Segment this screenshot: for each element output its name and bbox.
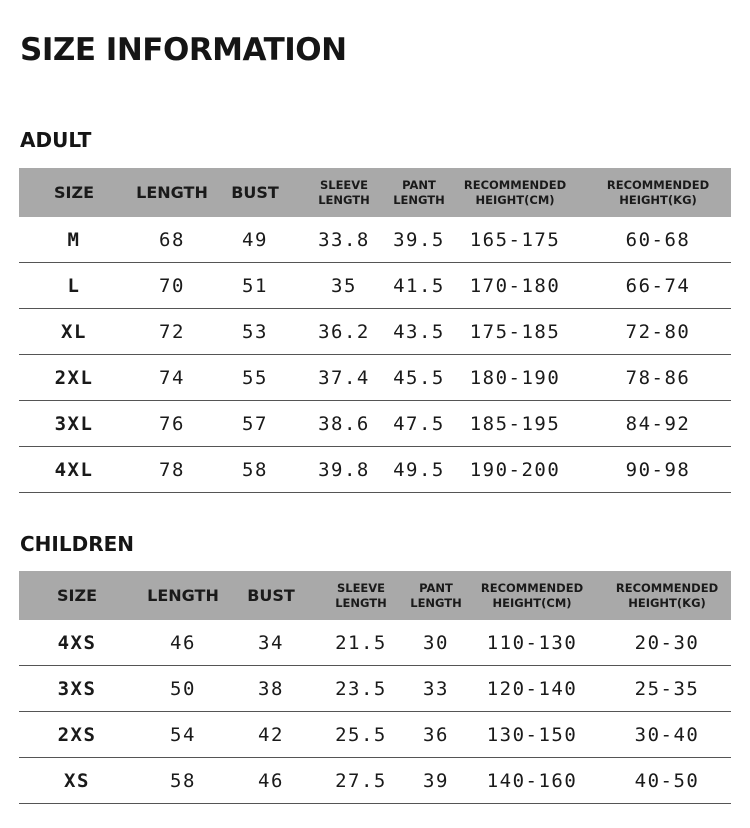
height-cm-cell: 180-190: [469, 366, 561, 389]
header-recommended-height-kg: RECOMMENDED HEIGHT(KG): [615, 580, 719, 610]
pant-length-cell: 30: [423, 631, 449, 654]
size-cell: 2XS: [57, 723, 97, 746]
length-cell: 72: [159, 320, 185, 343]
table-row: [19, 401, 731, 447]
weight-kg-cell: 40-50: [634, 769, 700, 792]
sleeve-length-cell: 33.8: [318, 228, 370, 251]
header-bust: BUST: [231, 183, 279, 202]
header-recommended-height-cm: RECOMMENDED HEIGHT(CM): [480, 580, 584, 610]
length-cell: 58: [170, 769, 196, 792]
pant-length-cell: 49.5: [393, 458, 445, 481]
bust-cell: 57: [242, 412, 268, 435]
weight-kg-cell: 25-35: [634, 677, 700, 700]
sleeve-length-cell: 36.2: [318, 320, 370, 343]
bust-cell: 46: [258, 769, 284, 792]
height-cm-cell: 175-185: [469, 320, 561, 343]
height-cm-cell: 165-175: [469, 228, 561, 251]
length-cell: 54: [170, 723, 196, 746]
weight-kg-cell: 72-80: [625, 320, 691, 343]
bust-cell: 51: [242, 274, 268, 297]
sleeve-length-cell: 39.8: [318, 458, 370, 481]
adult-size-table: [19, 168, 731, 493]
height-cm-cell: 140-160: [486, 769, 578, 792]
weight-kg-cell: 66-74: [625, 274, 691, 297]
header-bust: BUST: [247, 586, 295, 605]
height-cm-cell: 110-130: [486, 631, 578, 654]
bust-cell: 53: [242, 320, 268, 343]
weight-kg-cell: 20-30: [634, 631, 700, 654]
bust-cell: 49: [242, 228, 268, 251]
size-cell: XS: [64, 769, 90, 792]
weight-kg-cell: 78-86: [625, 366, 691, 389]
bust-cell: 34: [258, 631, 284, 654]
adult-table-header: [19, 168, 731, 217]
adult-section-title: ADULT: [20, 128, 92, 152]
header-pant-length: PANT LENGTH: [393, 177, 445, 207]
length-cell: 76: [159, 412, 185, 435]
size-cell: 4XL: [54, 458, 94, 481]
table-row: [19, 309, 731, 355]
sleeve-length-cell: 37.4: [318, 366, 370, 389]
size-cell: L: [67, 274, 81, 297]
sleeve-length-cell: 23.5: [335, 677, 387, 700]
table-row: [19, 217, 731, 263]
table-row: [19, 447, 731, 493]
sleeve-length-cell: 35: [331, 274, 357, 297]
header-sleeve-length: SLEEVE LENGTH: [318, 177, 370, 207]
height-cm-cell: 130-150: [486, 723, 578, 746]
height-cm-cell: 120-140: [486, 677, 578, 700]
children-section-title: CHILDREN: [20, 532, 135, 556]
weight-kg-cell: 60-68: [625, 228, 691, 251]
bust-cell: 55: [242, 366, 268, 389]
header-pant-length: PANT LENGTH: [410, 580, 462, 610]
weight-kg-cell: 30-40: [634, 723, 700, 746]
header-recommended-height-kg: RECOMMENDED HEIGHT(KG): [606, 177, 710, 207]
height-cm-cell: 190-200: [469, 458, 561, 481]
length-cell: 46: [170, 631, 196, 654]
page-title: SIZE INFORMATION: [20, 32, 347, 68]
children-size-table: [19, 571, 731, 804]
pant-length-cell: 45.5: [393, 366, 445, 389]
children-table-header: [19, 571, 731, 620]
size-cell: M: [67, 228, 81, 251]
header-length: LENGTH: [147, 586, 219, 605]
size-cell: 3XL: [54, 412, 94, 435]
bust-cell: 38: [258, 677, 284, 700]
adult-table-body: [19, 217, 731, 493]
height-cm-cell: 170-180: [469, 274, 561, 297]
pant-length-cell: 47.5: [393, 412, 445, 435]
pant-length-cell: 39: [423, 769, 449, 792]
sleeve-length-cell: 27.5: [335, 769, 387, 792]
table-row: [19, 712, 731, 758]
table-row: [19, 620, 731, 666]
size-cell: 3XS: [57, 677, 97, 700]
size-cell: 2XL: [54, 366, 94, 389]
weight-kg-cell: 84-92: [625, 412, 691, 435]
length-cell: 70: [159, 274, 185, 297]
height-cm-cell: 185-195: [469, 412, 561, 435]
length-cell: 50: [170, 677, 196, 700]
pant-length-cell: 43.5: [393, 320, 445, 343]
size-cell: 4XS: [57, 631, 97, 654]
sleeve-length-cell: 21.5: [335, 631, 387, 654]
pant-length-cell: 41.5: [393, 274, 445, 297]
sleeve-length-cell: 38.6: [318, 412, 370, 435]
bust-cell: 42: [258, 723, 284, 746]
header-recommended-height-cm: RECOMMENDED HEIGHT(CM): [463, 177, 567, 207]
sleeve-length-cell: 25.5: [335, 723, 387, 746]
table-row: [19, 758, 731, 804]
pant-length-cell: 33: [423, 677, 449, 700]
header-length: LENGTH: [136, 183, 208, 202]
header-size: SIZE: [56, 586, 97, 605]
length-cell: 78: [159, 458, 185, 481]
bust-cell: 58: [242, 458, 268, 481]
table-row: [19, 666, 731, 712]
size-cell: XL: [61, 320, 87, 343]
pant-length-cell: 36: [423, 723, 449, 746]
header-size: SIZE: [53, 183, 94, 202]
weight-kg-cell: 90-98: [625, 458, 691, 481]
table-row: [19, 355, 731, 401]
length-cell: 68: [159, 228, 185, 251]
header-sleeve-length: SLEEVE LENGTH: [335, 580, 387, 610]
table-row: [19, 263, 731, 309]
pant-length-cell: 39.5: [393, 228, 445, 251]
length-cell: 74: [159, 366, 185, 389]
children-table-body: [19, 620, 731, 804]
